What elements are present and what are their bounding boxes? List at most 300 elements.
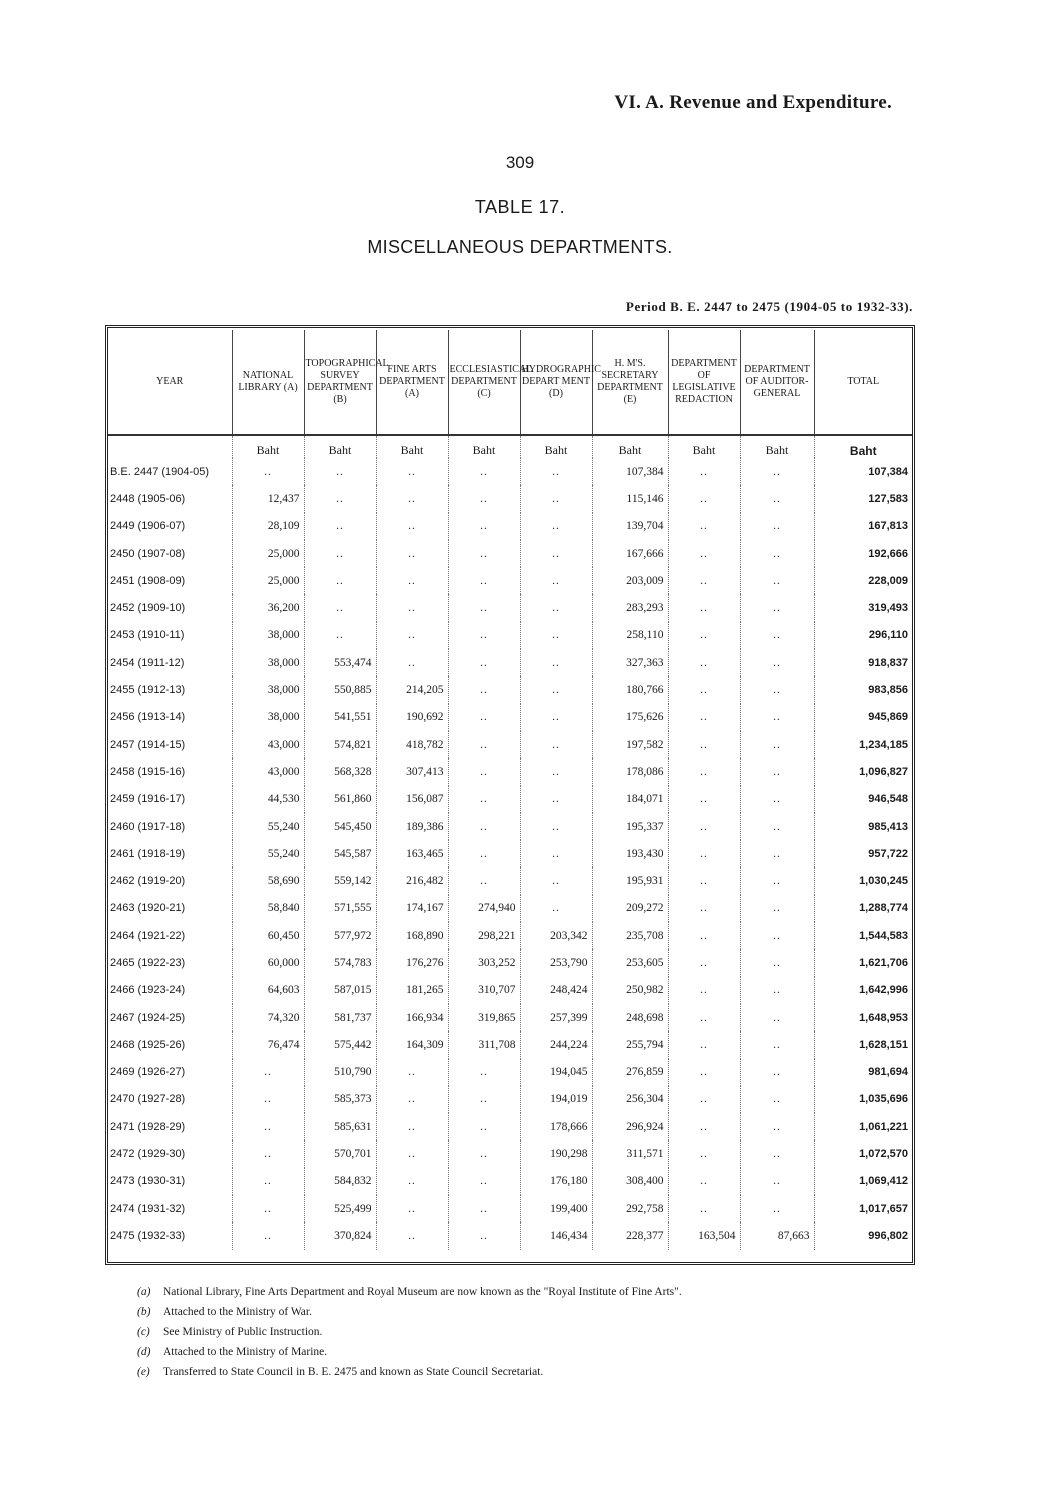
value-cell: 250,982 [592, 977, 668, 1004]
value-cell: .. [304, 567, 376, 594]
value-cell: .. [740, 1195, 814, 1222]
value-cell: .. [448, 513, 520, 540]
value-cell: 203,342 [520, 922, 592, 949]
revenue-table [108, 330, 912, 1250]
value-cell: 175,626 [592, 704, 668, 731]
value-cell: 575,442 [304, 1031, 376, 1058]
value-cell: 43,000 [232, 758, 304, 785]
value-cell: 258,110 [592, 622, 668, 649]
table-row [108, 1168, 912, 1195]
table-subtitle: MISCELLANEOUS DEPARTMENTS. [367, 237, 673, 257]
table-row [108, 1059, 912, 1086]
value-cell: 194,019 [520, 1086, 592, 1113]
value-cell: .. [740, 977, 814, 1004]
table-row [108, 1031, 912, 1058]
value-cell: 195,931 [592, 867, 668, 894]
value-cell: .. [668, 922, 740, 949]
unit-label: Baht [849, 444, 877, 458]
value-cell: 307,413 [376, 758, 448, 785]
value-cell: 308,400 [592, 1168, 668, 1195]
table-row [108, 622, 912, 649]
value-cell: 256,304 [592, 1086, 668, 1113]
value-cell: .. [232, 1222, 304, 1249]
table-row [108, 895, 912, 922]
value-cell: .. [232, 1059, 304, 1086]
table-row [108, 513, 912, 540]
value-cell: 190,298 [520, 1140, 592, 1167]
value-cell: .. [448, 567, 520, 594]
value-cell: .. [448, 1195, 520, 1222]
year-cell: 2473 (1930-31) [108, 1168, 232, 1195]
value-cell: 327,363 [592, 649, 668, 676]
total-cell: 1,648,953 [859, 1011, 908, 1024]
value-cell: 184,071 [592, 786, 668, 813]
value-cell: .. [740, 1140, 814, 1167]
footnote-text: Transferred to State Council in B. E. 2475 and known as State Council Secretariat. [163, 1366, 544, 1378]
table-row [108, 1004, 912, 1031]
year-cell: 2451 (1908-09) [108, 567, 232, 594]
value-cell: 585,373 [304, 1086, 376, 1113]
value-cell: .. [304, 594, 376, 621]
value-cell: .. [448, 1113, 520, 1140]
value-cell: .. [668, 786, 740, 813]
value-cell: .. [376, 458, 448, 485]
value-cell: 525,499 [304, 1195, 376, 1222]
value-cell: .. [448, 594, 520, 621]
table-row [108, 840, 912, 867]
table-row [108, 922, 912, 949]
value-cell: 571,555 [304, 895, 376, 922]
value-cell: 310,707 [448, 977, 520, 1004]
value-cell: .. [304, 485, 376, 512]
value-cell: .. [232, 1086, 304, 1113]
value-cell: 167,666 [592, 540, 668, 567]
total-cell: 983,856 [868, 684, 908, 697]
value-cell: .. [668, 485, 740, 512]
value-cell: .. [376, 622, 448, 649]
value-cell: .. [668, 1195, 740, 1222]
footnote [137, 1362, 682, 1382]
value-cell: 58,690 [232, 867, 304, 894]
total-cell: 918,837 [868, 656, 908, 669]
value-cell: .. [304, 458, 376, 485]
value-cell: 216,482 [376, 867, 448, 894]
unit-spacer [108, 435, 232, 458]
column-header: FINE ARTS DEPARTMENT (A) [376, 330, 448, 435]
year-cell: 2468 (1925-26) [108, 1031, 232, 1058]
value-cell: .. [668, 895, 740, 922]
value-cell: .. [520, 458, 592, 485]
value-cell: .. [448, 786, 520, 813]
value-cell: 570,701 [304, 1140, 376, 1167]
value-cell: 370,824 [304, 1222, 376, 1249]
value-cell: 163,504 [668, 1222, 740, 1249]
table-row [108, 676, 912, 703]
value-cell: 166,934 [376, 1004, 448, 1031]
value-cell: .. [376, 1140, 448, 1167]
value-cell: 25,000 [232, 567, 304, 594]
year-cell: 2460 (1917-18) [108, 813, 232, 840]
footnote-mark: (a) [137, 1286, 151, 1298]
value-cell: 248,698 [592, 1004, 668, 1031]
table-header-row [108, 330, 912, 435]
value-cell: .. [668, 649, 740, 676]
total-cell: 1,621,706 [859, 956, 908, 969]
value-cell: 228,377 [592, 1222, 668, 1249]
value-cell: .. [740, 840, 814, 867]
value-cell: 194,045 [520, 1059, 592, 1086]
value-cell: 178,666 [520, 1113, 592, 1140]
value-cell: .. [668, 513, 740, 540]
value-cell: 190,692 [376, 704, 448, 731]
year-cell: 2474 (1931-32) [108, 1195, 232, 1222]
value-cell: .. [740, 622, 814, 649]
value-cell: 253,605 [592, 949, 668, 976]
value-cell: .. [520, 622, 592, 649]
total-cell: 1,628,151 [859, 1038, 908, 1051]
year-cell: 2456 (1913-14) [108, 704, 232, 731]
footnote-mark: (c) [137, 1326, 150, 1338]
year-cell: 2463 (1920-21) [108, 895, 232, 922]
value-cell: 163,465 [376, 840, 448, 867]
value-cell: .. [740, 485, 814, 512]
value-cell: 574,821 [304, 731, 376, 758]
value-cell: .. [668, 594, 740, 621]
value-cell: .. [740, 649, 814, 676]
value-cell: 418,782 [376, 731, 448, 758]
value-cell: .. [304, 622, 376, 649]
value-cell: .. [740, 922, 814, 949]
value-cell: .. [232, 458, 304, 485]
value-cell: 168,890 [376, 922, 448, 949]
value-cell: .. [448, 540, 520, 567]
value-cell: .. [668, 758, 740, 785]
year-cell: B.E. 2447 (1904-05) [108, 458, 232, 485]
value-cell: 584,832 [304, 1168, 376, 1195]
year-cell: 2475 (1932-33) [108, 1222, 232, 1249]
footnote-text: Attached to the Ministry of War. [163, 1306, 312, 1318]
period-label: Period B. E. 2447 to 2475 (1904-05 to 1932-33). [625, 299, 913, 314]
table-row [108, 786, 912, 813]
column-header: YEAR [108, 330, 232, 435]
value-cell: 156,087 [376, 786, 448, 813]
value-cell: 60,000 [232, 949, 304, 976]
value-cell: .. [520, 786, 592, 813]
page-number: 309 [505, 153, 535, 172]
footnote [137, 1302, 682, 1322]
value-cell: .. [232, 1168, 304, 1195]
total-cell: 1,061,221 [859, 1120, 908, 1133]
value-cell: 577,972 [304, 922, 376, 949]
table-row [108, 458, 912, 485]
year-cell: 2464 (1921-22) [108, 922, 232, 949]
value-cell: 311,571 [592, 1140, 668, 1167]
value-cell: 74,320 [232, 1004, 304, 1031]
unit-label: Baht [592, 435, 668, 458]
total-cell: 996,802 [868, 1229, 908, 1242]
value-cell: .. [448, 485, 520, 512]
value-cell: .. [376, 485, 448, 512]
value-cell: 587,015 [304, 977, 376, 1004]
value-cell: .. [520, 540, 592, 567]
value-cell: 283,293 [592, 594, 668, 621]
year-cell: 2455 (1912-13) [108, 676, 232, 703]
total-cell: 167,813 [868, 520, 908, 533]
value-cell: .. [448, 1140, 520, 1167]
value-cell: 253,790 [520, 949, 592, 976]
value-cell: .. [520, 895, 592, 922]
year-cell: 2470 (1927-28) [108, 1086, 232, 1113]
value-cell: 255,794 [592, 1031, 668, 1058]
value-cell: .. [376, 1222, 448, 1249]
value-cell: 38,000 [232, 622, 304, 649]
column-header: DEPARTMENT OF LEGISLATIVE REDACTION [668, 330, 740, 435]
value-cell: 292,758 [592, 1195, 668, 1222]
total-cell: 957,722 [868, 847, 908, 860]
value-cell: .. [668, 949, 740, 976]
table-row [108, 567, 912, 594]
value-cell: 180,766 [592, 676, 668, 703]
value-cell: .. [520, 867, 592, 894]
value-cell: 55,240 [232, 840, 304, 867]
value-cell: .. [668, 458, 740, 485]
value-cell: 553,474 [304, 649, 376, 676]
value-cell: 76,474 [232, 1031, 304, 1058]
value-cell: .. [448, 731, 520, 758]
value-cell: .. [740, 1059, 814, 1086]
year-cell: 2458 (1915-16) [108, 758, 232, 785]
value-cell: .. [448, 1222, 520, 1249]
value-cell: .. [376, 513, 448, 540]
value-cell: .. [304, 513, 376, 540]
value-cell: .. [376, 1168, 448, 1195]
value-cell: .. [520, 813, 592, 840]
value-cell: 178,086 [592, 758, 668, 785]
value-cell: 298,221 [448, 922, 520, 949]
total-cell: 192,666 [868, 547, 908, 560]
total-cell: 946,548 [868, 793, 908, 806]
value-cell: 510,790 [304, 1059, 376, 1086]
value-cell: .. [668, 1168, 740, 1195]
value-cell: 203,009 [592, 567, 668, 594]
total-cell: 945,869 [868, 711, 908, 724]
value-cell: 38,000 [232, 676, 304, 703]
total-cell: 1,288,774 [859, 902, 908, 915]
value-cell: 296,924 [592, 1113, 668, 1140]
value-cell: .. [740, 594, 814, 621]
table-title: TABLE 17. [474, 197, 566, 217]
value-cell: 176,180 [520, 1168, 592, 1195]
value-cell: 55,240 [232, 813, 304, 840]
total-cell: 1,072,570 [859, 1148, 908, 1161]
value-cell: .. [740, 731, 814, 758]
value-cell: .. [668, 1031, 740, 1058]
value-cell: .. [376, 594, 448, 621]
value-cell: 248,424 [520, 977, 592, 1004]
year-cell: 2459 (1916-17) [108, 786, 232, 813]
column-header: DEPARTMENT OF AUDITOR-GENERAL [740, 330, 814, 435]
year-cell: 2461 (1918-19) [108, 840, 232, 867]
value-cell: .. [376, 1059, 448, 1086]
year-cell: 2472 (1929-30) [108, 1140, 232, 1167]
value-cell: 43,000 [232, 731, 304, 758]
total-cell: 1,069,412 [859, 1175, 908, 1188]
value-cell: .. [448, 867, 520, 894]
value-cell: 550,885 [304, 676, 376, 703]
value-cell: .. [520, 485, 592, 512]
value-cell: 174,167 [376, 895, 448, 922]
table-row [108, 704, 912, 731]
value-cell: .. [668, 1086, 740, 1113]
table-row [108, 540, 912, 567]
value-cell: .. [448, 840, 520, 867]
table-row [108, 813, 912, 840]
value-cell: 38,000 [232, 704, 304, 731]
footnote [137, 1282, 682, 1302]
value-cell: .. [740, 676, 814, 703]
value-cell: 139,704 [592, 513, 668, 540]
value-cell: 176,276 [376, 949, 448, 976]
total-cell: 1,035,696 [859, 1093, 908, 1106]
value-cell: 58,840 [232, 895, 304, 922]
value-cell: .. [520, 676, 592, 703]
value-cell: .. [740, 540, 814, 567]
value-cell: 197,582 [592, 731, 668, 758]
table-row [108, 1113, 912, 1140]
value-cell: .. [448, 676, 520, 703]
value-cell: .. [520, 594, 592, 621]
value-cell: .. [740, 1113, 814, 1140]
value-cell: 244,224 [520, 1031, 592, 1058]
value-cell: .. [668, 1059, 740, 1086]
value-cell: .. [448, 622, 520, 649]
value-cell: .. [740, 1168, 814, 1195]
value-cell: 311,708 [448, 1031, 520, 1058]
value-cell: 319,865 [448, 1004, 520, 1031]
total-cell: 1,017,657 [859, 1202, 908, 1215]
value-cell: .. [668, 676, 740, 703]
year-cell: 2465 (1922-23) [108, 949, 232, 976]
value-cell: 574,783 [304, 949, 376, 976]
value-cell: .. [740, 1004, 814, 1031]
value-cell: 195,337 [592, 813, 668, 840]
unit-row [108, 435, 912, 458]
section-title: VI. A. Revenue and Expenditure. [614, 92, 892, 113]
value-cell: .. [740, 949, 814, 976]
unit-label: Baht [232, 435, 304, 458]
value-cell: .. [740, 458, 814, 485]
value-cell: .. [232, 1140, 304, 1167]
value-cell: .. [668, 977, 740, 1004]
footnote-text: See Ministry of Public Instruction. [163, 1326, 323, 1338]
value-cell: 60,450 [232, 922, 304, 949]
value-cell: .. [376, 567, 448, 594]
value-cell: 25,000 [232, 540, 304, 567]
value-cell: 257,399 [520, 1004, 592, 1031]
value-cell: 87,663 [740, 1222, 814, 1249]
value-cell: 235,708 [592, 922, 668, 949]
total-cell: 319,493 [868, 602, 908, 615]
value-cell: .. [740, 895, 814, 922]
unit-label: Baht [668, 435, 740, 458]
total-cell: 1,642,996 [859, 984, 908, 997]
value-cell: .. [740, 513, 814, 540]
year-cell: 2462 (1919-20) [108, 867, 232, 894]
unit-label: Baht [304, 435, 376, 458]
value-cell: 44,530 [232, 786, 304, 813]
value-cell: .. [304, 540, 376, 567]
total-cell: 1,030,245 [859, 875, 908, 888]
table-row [108, 1140, 912, 1167]
value-cell: 193,430 [592, 840, 668, 867]
column-header: HYDROGRAPHIC DEPART MENT (D) [520, 330, 592, 435]
value-cell: .. [520, 567, 592, 594]
table-row [108, 1086, 912, 1113]
value-cell: .. [520, 731, 592, 758]
value-cell: .. [376, 540, 448, 567]
value-cell: .. [668, 867, 740, 894]
value-cell: .. [448, 704, 520, 731]
value-cell: 181,265 [376, 977, 448, 1004]
footnote-mark: (b) [137, 1306, 151, 1318]
table-row [108, 1222, 912, 1249]
table-row [108, 977, 912, 1004]
value-cell: 28,109 [232, 513, 304, 540]
value-cell: .. [232, 1113, 304, 1140]
year-cell: 2471 (1928-29) [108, 1113, 232, 1140]
value-cell: .. [448, 1086, 520, 1113]
footnote-text: Attached to the Ministry of Marine. [163, 1346, 328, 1358]
value-cell: 12,437 [232, 485, 304, 512]
value-cell: 541,551 [304, 704, 376, 731]
table-row [108, 1195, 912, 1222]
value-cell: .. [448, 1168, 520, 1195]
value-cell: 214,205 [376, 676, 448, 703]
column-header: TOPOGRAPHICAL SURVEY DEPARTMENT (B) [304, 330, 376, 435]
value-cell: 545,450 [304, 813, 376, 840]
column-header: TOTAL [814, 330, 912, 435]
unit-label: Baht [448, 435, 520, 458]
value-cell: .. [520, 649, 592, 676]
value-cell: .. [740, 1086, 814, 1113]
year-cell: 2453 (1910-11) [108, 622, 232, 649]
year-cell: 2450 (1907-08) [108, 540, 232, 567]
year-cell: 2449 (1906-07) [108, 513, 232, 540]
year-cell: 2454 (1911-12) [108, 649, 232, 676]
value-cell: 189,386 [376, 813, 448, 840]
year-cell: 2452 (1909-10) [108, 594, 232, 621]
value-cell: .. [520, 758, 592, 785]
value-cell: .. [668, 840, 740, 867]
year-cell: 2457 (1914-15) [108, 731, 232, 758]
value-cell: 199,400 [520, 1195, 592, 1222]
year-cell: 2448 (1905-06) [108, 485, 232, 512]
year-cell: 2466 (1923-24) [108, 977, 232, 1004]
footnotes [137, 1282, 682, 1382]
value-cell: .. [376, 649, 448, 676]
value-cell: .. [740, 786, 814, 813]
value-cell: 36,200 [232, 594, 304, 621]
total-cell: 1,096,827 [859, 765, 908, 778]
table-row [108, 758, 912, 785]
value-cell: .. [740, 567, 814, 594]
table-row [108, 485, 912, 512]
column-header: H. M'S. SECRETARY DEPARTMENT (E) [592, 330, 668, 435]
value-cell: .. [668, 1004, 740, 1031]
table-row [108, 731, 912, 758]
value-cell: .. [448, 458, 520, 485]
footnote [137, 1342, 682, 1362]
